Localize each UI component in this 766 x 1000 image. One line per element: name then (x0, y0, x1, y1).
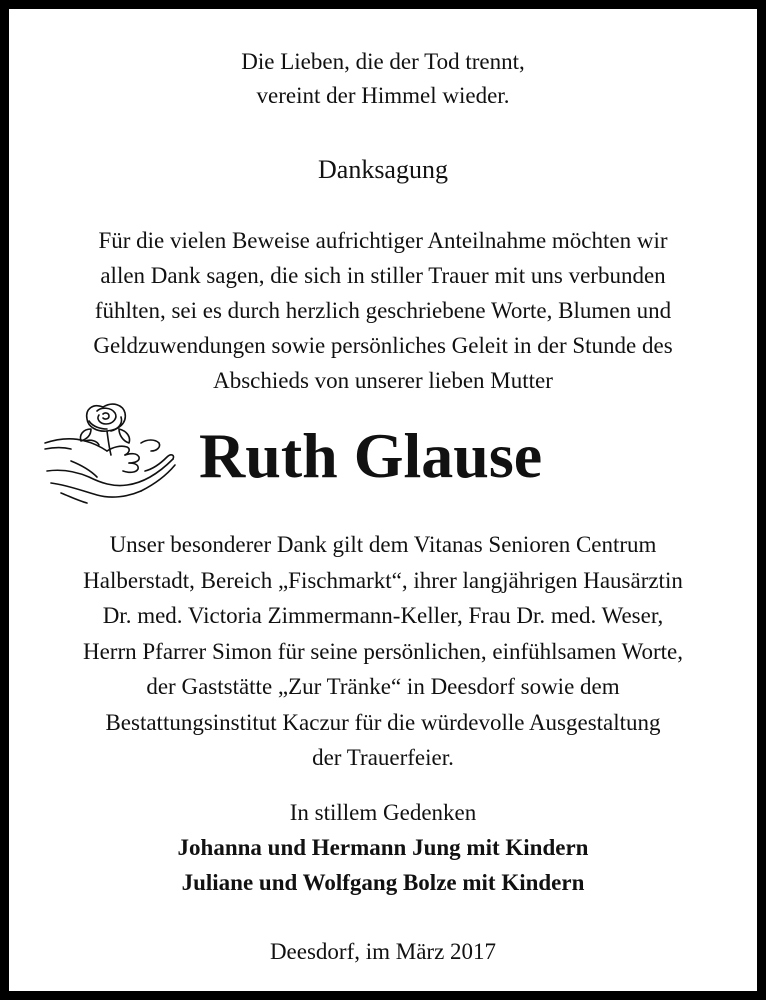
signer-line: Juliane und Wolfgang Bolze mit Kindern (181, 870, 585, 895)
motto-line: vereint der Himmel wieder. (256, 83, 510, 108)
closing-section (29, 795, 737, 900)
special-thanks-line: Bestattungsinstitut Kaczur für die würdevolle Ausgestaltung (105, 709, 661, 735)
motto-line: Die Lieben, die der Tod trennt, (241, 49, 525, 74)
special-thanks-line: der Gaststätte „Zur Tränke“ in Deesdorf sowie dem (146, 674, 620, 699)
thanks-text (29, 223, 737, 398)
thanks-line: fühlten, sei es durch herzlich geschriebene Worte, Blumen und (94, 298, 672, 323)
special-thanks-line: Halberstadt, Bereich „Fischmarkt“, ihrer langjährigen Hausärztin (83, 567, 683, 593)
motto (29, 45, 737, 113)
special-thanks-line: Dr. med. Victoria Zimmermann-Keller, Frau Dr. med. Weser, (102, 603, 664, 628)
thanks-line: allen Dank sagen, die sich in stiller Trauer mit uns verbunden (100, 263, 666, 288)
place-date: Deesdorf, im März 2017 (269, 939, 497, 964)
signer-line: Johanna und Hermann Jung mit Kindern (177, 835, 589, 860)
thanks-line: Abschieds von unserer lieben Mutter (213, 368, 553, 393)
closing-phrase: In stillem Gedenken (289, 800, 477, 825)
heading: Danksagung (318, 155, 448, 184)
special-thanks-text (29, 527, 737, 776)
hands-with-rose-icon (41, 399, 181, 509)
special-thanks-line: Herrn Pfarrer Simon für seine persönlichen, einfühlsamen Worte, (82, 638, 683, 664)
special-thanks-line: der Trauerfeier. (312, 745, 454, 770)
deceased-name: Ruth Glause (199, 420, 543, 491)
thanks-line: Für die vielen Beweise aufrichtiger Anteilnahme möchten wir (98, 228, 668, 253)
thanks-line: Geldzuwendungen sowie persönliches Geleit in der Stunde des (93, 333, 673, 358)
name-row (39, 399, 745, 509)
special-thanks-line: Unser besonderer Dank gilt dem Vitanas Senioren Centrum (109, 532, 657, 557)
